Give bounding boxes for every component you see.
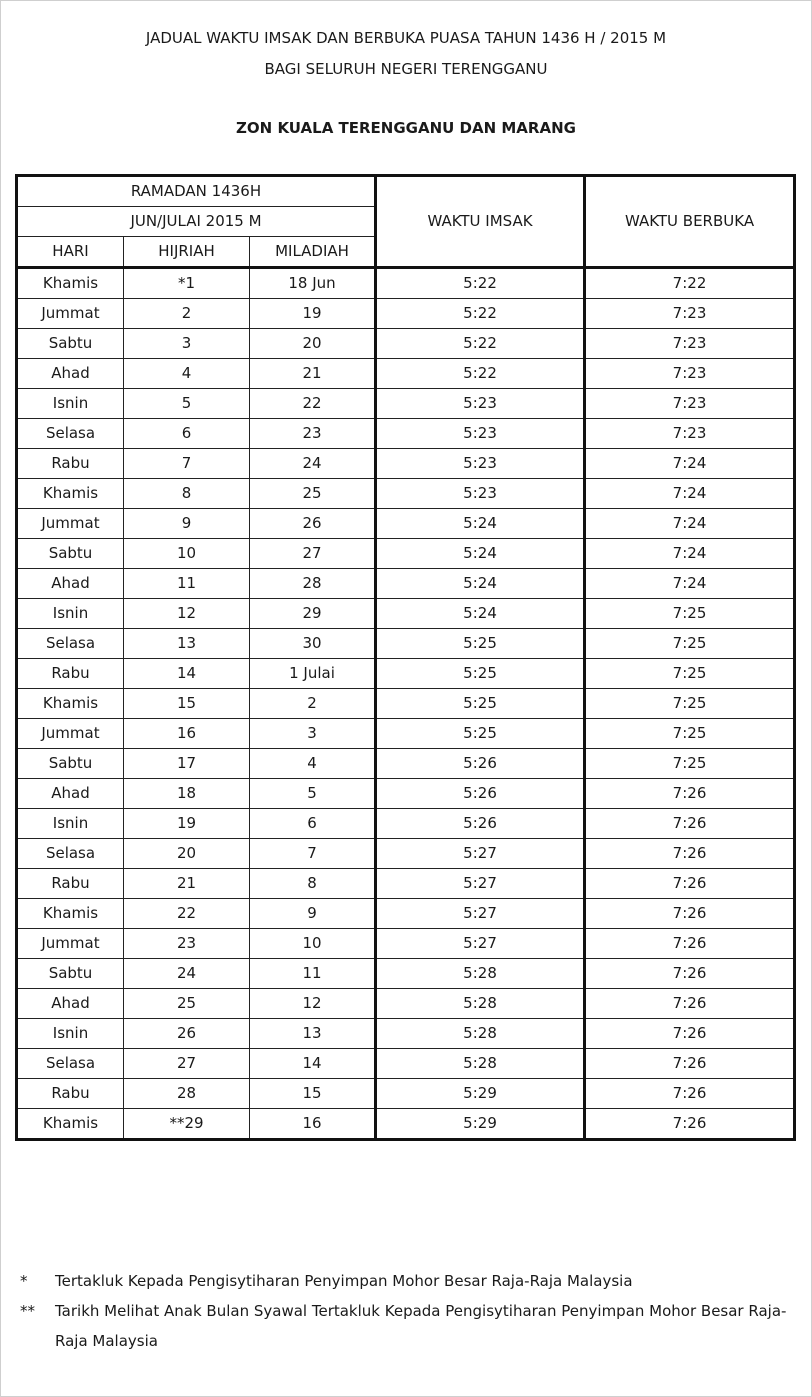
cell-hari: Rabu (17, 1079, 124, 1109)
footnotes (20, 1266, 800, 1356)
cell-miladiah: 21 (250, 359, 376, 389)
cell-waktu-imsak: 5:26 (376, 779, 585, 809)
cell-waktu-berbuka: 7:26 (585, 1079, 795, 1109)
cell-hari: Khamis (17, 479, 124, 509)
cell-hijriah: 25 (124, 989, 250, 1019)
cell-waktu-berbuka: 7:24 (585, 539, 795, 569)
table-row (17, 419, 795, 449)
cell-hijriah: 19 (124, 809, 250, 839)
cell-waktu-berbuka: 7:24 (585, 449, 795, 479)
table-row (17, 359, 795, 389)
cell-hijriah: 6 (124, 419, 250, 449)
table-row (17, 629, 795, 659)
cell-waktu-berbuka: 7:26 (585, 929, 795, 959)
cell-miladiah: 27 (250, 539, 376, 569)
footnote-1-text: Tertakluk Kepada Pengisytiharan Penyimpan Mohor Besar Raja-Raja Malaysia (55, 1272, 633, 1290)
cell-waktu-berbuka: 7:26 (585, 1049, 795, 1079)
table-row (17, 479, 795, 509)
cell-miladiah: 3 (250, 719, 376, 749)
cell-miladiah: 7 (250, 839, 376, 869)
cell-waktu-imsak: 5:26 (376, 749, 585, 779)
cell-hijriah: 8 (124, 479, 250, 509)
cell-waktu-imsak: 5:24 (376, 569, 585, 599)
header-waktu-berbuka: WAKTU BERBUKA (585, 176, 795, 268)
table-row (17, 959, 795, 989)
table-row (17, 299, 795, 329)
cell-hari: Ahad (17, 989, 124, 1019)
cell-miladiah: 2 (250, 689, 376, 719)
cell-waktu-berbuka: 7:26 (585, 869, 795, 899)
cell-waktu-berbuka: 7:24 (585, 569, 795, 599)
cell-waktu-berbuka: 7:26 (585, 1019, 795, 1049)
cell-waktu-imsak: 5:27 (376, 899, 585, 929)
cell-miladiah: 24 (250, 449, 376, 479)
cell-waktu-berbuka: 7:25 (585, 629, 795, 659)
table-row (17, 509, 795, 539)
cell-hijriah: 21 (124, 869, 250, 899)
cell-hijriah: 22 (124, 899, 250, 929)
cell-miladiah: 11 (250, 959, 376, 989)
header-waktu-imsak: WAKTU IMSAK (376, 176, 585, 268)
header-ramadan: RAMADAN 1436H (17, 176, 376, 207)
cell-hijriah: 15 (124, 689, 250, 719)
table-row (17, 899, 795, 929)
cell-hari: Ahad (17, 359, 124, 389)
cell-miladiah: 25 (250, 479, 376, 509)
footnote-1 (20, 1266, 800, 1296)
cell-waktu-berbuka: 7:22 (585, 268, 795, 299)
cell-miladiah: 1 Julai (250, 659, 376, 689)
cell-miladiah: 5 (250, 779, 376, 809)
cell-waktu-berbuka: 7:25 (585, 599, 795, 629)
table-row (17, 329, 795, 359)
cell-hari: Rabu (17, 869, 124, 899)
cell-hijriah: 16 (124, 719, 250, 749)
cell-hari: Selasa (17, 1049, 124, 1079)
cell-waktu-berbuka: 7:26 (585, 839, 795, 869)
cell-miladiah: 20 (250, 329, 376, 359)
cell-miladiah: 13 (250, 1019, 376, 1049)
table-row (17, 1079, 795, 1109)
footnote-2-mark: ** (20, 1302, 35, 1320)
table-row (17, 779, 795, 809)
cell-miladiah: 26 (250, 509, 376, 539)
cell-hari: Isnin (17, 809, 124, 839)
cell-miladiah: 15 (250, 1079, 376, 1109)
cell-miladiah: 9 (250, 899, 376, 929)
table-row (17, 869, 795, 899)
table-row (17, 268, 795, 299)
cell-hari: Sabtu (17, 749, 124, 779)
cell-hari: Jummat (17, 299, 124, 329)
cell-miladiah: 23 (250, 419, 376, 449)
table-row (17, 569, 795, 599)
cell-hijriah: 13 (124, 629, 250, 659)
cell-hari: Khamis (17, 1109, 124, 1140)
cell-hijriah: 3 (124, 329, 250, 359)
cell-waktu-imsak: 5:28 (376, 959, 585, 989)
cell-waktu-imsak: 5:27 (376, 839, 585, 869)
cell-hari: Sabtu (17, 329, 124, 359)
cell-waktu-imsak: 5:22 (376, 299, 585, 329)
cell-waktu-berbuka: 7:26 (585, 959, 795, 989)
cell-waktu-berbuka: 7:26 (585, 809, 795, 839)
cell-waktu-imsak: 5:29 (376, 1079, 585, 1109)
cell-hijriah: **29 (124, 1109, 250, 1140)
cell-miladiah: 16 (250, 1109, 376, 1140)
cell-waktu-imsak: 5:27 (376, 929, 585, 959)
cell-waktu-imsak: 5:28 (376, 1049, 585, 1079)
cell-waktu-berbuka: 7:25 (585, 659, 795, 689)
cell-hari: Rabu (17, 659, 124, 689)
cell-hari: Sabtu (17, 539, 124, 569)
cell-hari: Selasa (17, 839, 124, 869)
cell-hijriah: 20 (124, 839, 250, 869)
cell-waktu-imsak: 5:22 (376, 359, 585, 389)
cell-miladiah: 6 (250, 809, 376, 839)
cell-miladiah: 14 (250, 1049, 376, 1079)
cell-hari: Isnin (17, 1019, 124, 1049)
cell-waktu-berbuka: 7:26 (585, 779, 795, 809)
cell-miladiah: 4 (250, 749, 376, 779)
cell-hijriah: 10 (124, 539, 250, 569)
cell-hari: Jummat (17, 929, 124, 959)
header-hijriah: HIJRIAH (124, 237, 250, 268)
cell-waktu-imsak: 5:24 (376, 509, 585, 539)
table-row (17, 449, 795, 479)
cell-hari: Isnin (17, 599, 124, 629)
cell-waktu-berbuka: 7:25 (585, 749, 795, 779)
table-row (17, 1109, 795, 1140)
cell-hijriah: 11 (124, 569, 250, 599)
cell-waktu-imsak: 5:24 (376, 599, 585, 629)
cell-hari: Rabu (17, 449, 124, 479)
table-row (17, 719, 795, 749)
cell-miladiah: 18 Jun (250, 268, 376, 299)
cell-hari: Ahad (17, 779, 124, 809)
cell-waktu-berbuka: 7:23 (585, 419, 795, 449)
header-miladiah: MILADIAH (250, 237, 376, 268)
cell-waktu-imsak: 5:25 (376, 659, 585, 689)
cell-waktu-berbuka: 7:24 (585, 479, 795, 509)
page-subtitle: BAGI SELURUH NEGERI TERENGGANU (264, 60, 548, 78)
header-hari: HARI (17, 237, 124, 268)
cell-waktu-berbuka: 7:26 (585, 989, 795, 1019)
cell-waktu-imsak: 5:29 (376, 1109, 585, 1140)
cell-hijriah: 18 (124, 779, 250, 809)
header-month: JUN/JULAI 2015 M (17, 207, 376, 237)
cell-waktu-berbuka: 7:23 (585, 329, 795, 359)
cell-hijriah: 12 (124, 599, 250, 629)
cell-waktu-berbuka: 7:25 (585, 719, 795, 749)
cell-waktu-imsak: 5:28 (376, 989, 585, 1019)
cell-waktu-imsak: 5:27 (376, 869, 585, 899)
cell-hijriah: 24 (124, 959, 250, 989)
table-row (17, 389, 795, 419)
cell-hari: Sabtu (17, 959, 124, 989)
cell-waktu-berbuka: 7:24 (585, 509, 795, 539)
cell-miladiah: 10 (250, 929, 376, 959)
table-row (17, 989, 795, 1019)
table-row (17, 599, 795, 629)
cell-hari: Jummat (17, 509, 124, 539)
cell-hijriah: 28 (124, 1079, 250, 1109)
cell-waktu-imsak: 5:22 (376, 268, 585, 299)
cell-waktu-imsak: 5:25 (376, 629, 585, 659)
cell-hari: Ahad (17, 569, 124, 599)
table-row (17, 1049, 795, 1079)
cell-waktu-imsak: 5:24 (376, 539, 585, 569)
cell-waktu-berbuka: 7:25 (585, 689, 795, 719)
cell-miladiah: 8 (250, 869, 376, 899)
cell-waktu-imsak: 5:23 (376, 389, 585, 419)
cell-waktu-berbuka: 7:23 (585, 389, 795, 419)
cell-hijriah: 14 (124, 659, 250, 689)
cell-waktu-berbuka: 7:26 (585, 899, 795, 929)
cell-waktu-imsak: 5:26 (376, 809, 585, 839)
cell-miladiah: 22 (250, 389, 376, 419)
cell-hijriah: 5 (124, 389, 250, 419)
footnote-2 (20, 1296, 800, 1356)
cell-hijriah: 17 (124, 749, 250, 779)
cell-miladiah: 30 (250, 629, 376, 659)
table-row (17, 839, 795, 869)
cell-hari: Khamis (17, 899, 124, 929)
table-row (17, 539, 795, 569)
cell-waktu-imsak: 5:22 (376, 329, 585, 359)
cell-hijriah: 27 (124, 1049, 250, 1079)
cell-waktu-berbuka: 7:26 (585, 1109, 795, 1140)
cell-hari: Isnin (17, 389, 124, 419)
cell-waktu-imsak: 5:25 (376, 689, 585, 719)
table-row (17, 929, 795, 959)
table-row (17, 809, 795, 839)
cell-miladiah: 29 (250, 599, 376, 629)
cell-hijriah: 23 (124, 929, 250, 959)
schedule-table (15, 174, 796, 1141)
cell-waktu-imsak: 5:23 (376, 479, 585, 509)
cell-waktu-imsak: 5:23 (376, 419, 585, 449)
cell-hijriah: 26 (124, 1019, 250, 1049)
cell-miladiah: 12 (250, 989, 376, 1019)
table-row (17, 659, 795, 689)
cell-hijriah: 9 (124, 509, 250, 539)
footnote-2-text: Tarikh Melihat Anak Bulan Syawal Tertakluk Kepada Pengisytiharan Penyimpan Mohor Besar Raja-Raja Malaysia (55, 1302, 787, 1350)
cell-waktu-imsak: 5:25 (376, 719, 585, 749)
cell-miladiah: 19 (250, 299, 376, 329)
cell-waktu-berbuka: 7:23 (585, 359, 795, 389)
cell-hari: Khamis (17, 689, 124, 719)
cell-hari: Khamis (17, 268, 124, 299)
cell-waktu-imsak: 5:28 (376, 1019, 585, 1049)
cell-waktu-imsak: 5:23 (376, 449, 585, 479)
table-row (17, 1019, 795, 1049)
footnote-1-mark: * (20, 1272, 28, 1290)
cell-waktu-berbuka: 7:23 (585, 299, 795, 329)
cell-hari: Jummat (17, 719, 124, 749)
cell-miladiah: 28 (250, 569, 376, 599)
cell-hijriah: 7 (124, 449, 250, 479)
table-row (17, 689, 795, 719)
page-title: JADUAL WAKTU IMSAK DAN BERBUKA PUASA TAHUN 1436 H / 2015 M (145, 29, 667, 47)
cell-hijriah: *1 (124, 268, 250, 299)
cell-hijriah: 4 (124, 359, 250, 389)
cell-hijriah: 2 (124, 299, 250, 329)
cell-hari: Selasa (17, 419, 124, 449)
table-row (17, 749, 795, 779)
cell-hari: Selasa (17, 629, 124, 659)
zone-heading: ZON KUALA TERENGGANU DAN MARANG (236, 119, 576, 137)
